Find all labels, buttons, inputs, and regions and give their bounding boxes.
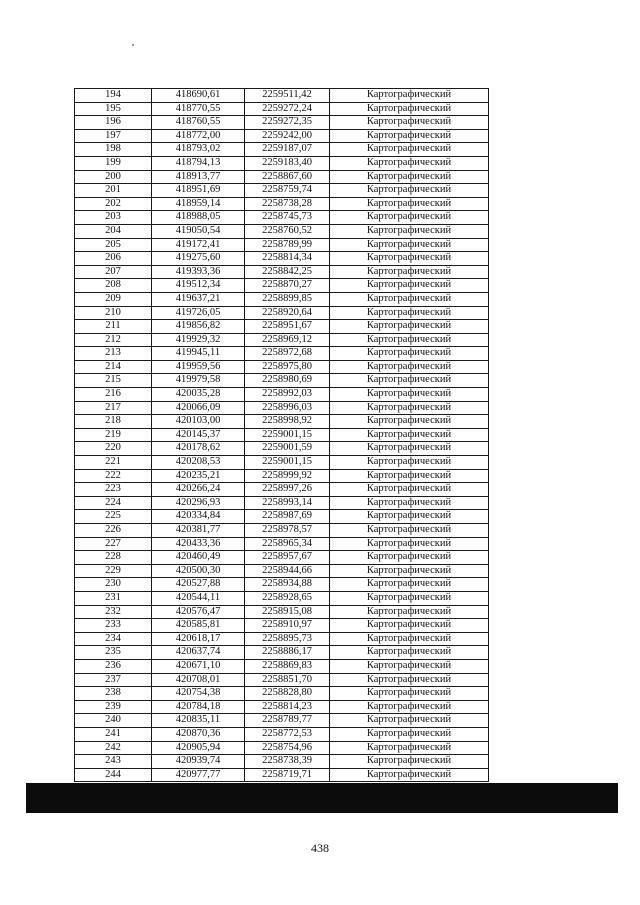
table-row — [75, 755, 489, 769]
x-coordinate-cell: 418794,13 — [152, 156, 245, 170]
x-coordinate-cell: 419512,34 — [152, 279, 245, 293]
table-row — [75, 428, 489, 442]
x-coordinate-cell: 420754,38 — [152, 687, 245, 701]
table-row — [75, 184, 489, 198]
point-number-cell: 220 — [75, 442, 152, 456]
y-coordinate-cell: 2258992,03 — [245, 388, 330, 402]
point-number-cell: 238 — [75, 687, 152, 701]
table-row — [75, 279, 489, 293]
scan-dark-band — [26, 783, 618, 813]
x-coordinate-cell: 420527,88 — [152, 578, 245, 592]
y-coordinate-cell: 2258760,52 — [245, 224, 330, 238]
x-coordinate-cell: 420939,74 — [152, 755, 245, 769]
method-cell: Картографический — [330, 768, 489, 782]
point-number-cell: 198 — [75, 143, 152, 157]
x-coordinate-cell: 418690,61 — [152, 89, 245, 103]
y-coordinate-cell: 2258867,60 — [245, 170, 330, 184]
x-coordinate-cell: 420296,93 — [152, 496, 245, 510]
point-number-cell: 221 — [75, 456, 152, 470]
method-cell: Картографический — [330, 496, 489, 510]
method-cell: Картографический — [330, 184, 489, 198]
table-row — [75, 700, 489, 714]
x-coordinate-cell: 419959,56 — [152, 360, 245, 374]
method-cell: Картографический — [330, 537, 489, 551]
table-row — [75, 510, 489, 524]
point-number-cell: 240 — [75, 714, 152, 728]
method-cell: Картографический — [330, 564, 489, 578]
point-number-cell: 236 — [75, 659, 152, 673]
y-coordinate-cell: 2258719,71 — [245, 768, 330, 782]
x-coordinate-cell: 420178,62 — [152, 442, 245, 456]
table-row — [75, 143, 489, 157]
method-cell: Картографический — [330, 156, 489, 170]
y-coordinate-cell: 2258915,08 — [245, 605, 330, 619]
x-coordinate-cell: 420066,09 — [152, 401, 245, 415]
x-coordinate-cell: 418959,14 — [152, 197, 245, 211]
x-coordinate-cell: 419275,60 — [152, 252, 245, 266]
point-number-cell: 223 — [75, 483, 152, 497]
x-coordinate-cell: 419637,21 — [152, 292, 245, 306]
method-cell: Картографический — [330, 252, 489, 266]
point-number-cell: 217 — [75, 401, 152, 415]
table-row — [75, 116, 489, 130]
y-coordinate-cell: 2258870,27 — [245, 279, 330, 293]
y-coordinate-cell: 2258842,25 — [245, 265, 330, 279]
point-number-cell: 227 — [75, 537, 152, 551]
point-number-cell: 219 — [75, 428, 152, 442]
x-coordinate-cell: 418913,77 — [152, 170, 245, 184]
y-coordinate-cell: 2258895,73 — [245, 632, 330, 646]
point-number-cell: 231 — [75, 591, 152, 605]
table-row — [75, 496, 489, 510]
table-row — [75, 102, 489, 116]
coordinates-table-body — [75, 89, 489, 782]
x-coordinate-cell: 420381,77 — [152, 524, 245, 538]
point-number-cell: 210 — [75, 306, 152, 320]
table-row — [75, 741, 489, 755]
table-row — [75, 578, 489, 592]
method-cell: Картографический — [330, 619, 489, 633]
table-row — [75, 360, 489, 374]
x-coordinate-cell: 418760,55 — [152, 116, 245, 130]
y-coordinate-cell: 2258759,74 — [245, 184, 330, 198]
x-coordinate-cell: 420035,28 — [152, 388, 245, 402]
method-cell: Картографический — [330, 102, 489, 116]
table-row — [75, 401, 489, 415]
method-cell: Картографический — [330, 265, 489, 279]
point-number-cell: 233 — [75, 619, 152, 633]
point-number-cell: 199 — [75, 156, 152, 170]
x-coordinate-cell: 419945,11 — [152, 347, 245, 361]
method-cell: Картографический — [330, 89, 489, 103]
x-coordinate-cell: 419172,41 — [152, 238, 245, 252]
x-coordinate-cell: 419979,58 — [152, 374, 245, 388]
scan-speck — [132, 44, 134, 46]
y-coordinate-cell: 2258745,73 — [245, 211, 330, 225]
point-number-cell: 225 — [75, 510, 152, 524]
x-coordinate-cell: 420103,00 — [152, 415, 245, 429]
method-cell: Картографический — [330, 659, 489, 673]
table-row — [75, 388, 489, 402]
point-number-cell: 196 — [75, 116, 152, 130]
x-coordinate-cell: 419393,36 — [152, 265, 245, 279]
method-cell: Картографический — [330, 687, 489, 701]
y-coordinate-cell: 2259272,35 — [245, 116, 330, 130]
point-number-cell: 202 — [75, 197, 152, 211]
point-number-cell: 197 — [75, 129, 152, 143]
y-coordinate-cell: 2258814,23 — [245, 700, 330, 714]
table-row — [75, 564, 489, 578]
point-number-cell: 204 — [75, 224, 152, 238]
x-coordinate-cell: 418770,55 — [152, 102, 245, 116]
page-number: 438 — [311, 841, 329, 855]
method-cell: Картографический — [330, 755, 489, 769]
y-coordinate-cell: 2259001,15 — [245, 428, 330, 442]
method-cell: Картографический — [330, 673, 489, 687]
method-cell: Картографический — [330, 306, 489, 320]
x-coordinate-cell: 420870,36 — [152, 727, 245, 741]
x-coordinate-cell: 418772,00 — [152, 129, 245, 143]
table-row — [75, 537, 489, 551]
y-coordinate-cell: 2258886,17 — [245, 646, 330, 660]
x-coordinate-cell: 420208,53 — [152, 456, 245, 470]
y-coordinate-cell: 2258789,99 — [245, 238, 330, 252]
point-number-cell: 234 — [75, 632, 152, 646]
point-number-cell: 215 — [75, 374, 152, 388]
y-coordinate-cell: 2258910,97 — [245, 619, 330, 633]
method-cell: Картографический — [330, 646, 489, 660]
method-cell: Картографический — [330, 388, 489, 402]
table-row — [75, 632, 489, 646]
y-coordinate-cell: 2258975,80 — [245, 360, 330, 374]
method-cell: Картографический — [330, 116, 489, 130]
y-coordinate-cell: 2259001,15 — [245, 456, 330, 470]
point-number-cell: 201 — [75, 184, 152, 198]
method-cell: Картографический — [330, 700, 489, 714]
y-coordinate-cell: 2258738,39 — [245, 755, 330, 769]
x-coordinate-cell: 420235,21 — [152, 469, 245, 483]
method-cell: Картографический — [330, 727, 489, 741]
method-cell: Картографический — [330, 360, 489, 374]
x-coordinate-cell: 420637,74 — [152, 646, 245, 660]
point-number-cell: 203 — [75, 211, 152, 225]
table-row — [75, 89, 489, 103]
x-coordinate-cell: 420585,81 — [152, 619, 245, 633]
x-coordinate-cell: 420544,11 — [152, 591, 245, 605]
point-number-cell: 214 — [75, 360, 152, 374]
method-cell: Картографический — [330, 170, 489, 184]
y-coordinate-cell: 2258754,96 — [245, 741, 330, 755]
table-row — [75, 415, 489, 429]
table-row — [75, 768, 489, 782]
y-coordinate-cell: 2259242,00 — [245, 129, 330, 143]
y-coordinate-cell: 2258944,66 — [245, 564, 330, 578]
point-number-cell: 228 — [75, 551, 152, 565]
table-row — [75, 727, 489, 741]
point-number-cell: 222 — [75, 469, 152, 483]
table-row — [75, 483, 489, 497]
point-number-cell: 207 — [75, 265, 152, 279]
y-coordinate-cell: 2259001,59 — [245, 442, 330, 456]
y-coordinate-cell: 2258980,69 — [245, 374, 330, 388]
table-row — [75, 605, 489, 619]
method-cell: Картографический — [330, 524, 489, 538]
y-coordinate-cell: 2258814,34 — [245, 252, 330, 266]
point-number-cell: 224 — [75, 496, 152, 510]
x-coordinate-cell: 418951,69 — [152, 184, 245, 198]
x-coordinate-cell: 420835,11 — [152, 714, 245, 728]
x-coordinate-cell: 419929,32 — [152, 333, 245, 347]
y-coordinate-cell: 2258997,26 — [245, 483, 330, 497]
y-coordinate-cell: 2259272,24 — [245, 102, 330, 116]
point-number-cell: 200 — [75, 170, 152, 184]
method-cell: Картографический — [330, 456, 489, 470]
point-number-cell: 195 — [75, 102, 152, 116]
point-number-cell: 216 — [75, 388, 152, 402]
point-number-cell: 194 — [75, 89, 152, 103]
method-cell: Картографический — [330, 469, 489, 483]
x-coordinate-cell: 420460,49 — [152, 551, 245, 565]
table-row — [75, 551, 489, 565]
y-coordinate-cell: 2258851,70 — [245, 673, 330, 687]
x-coordinate-cell: 420905,94 — [152, 741, 245, 755]
method-cell: Картографический — [330, 442, 489, 456]
table-row — [75, 238, 489, 252]
point-number-cell: 211 — [75, 320, 152, 334]
table-row — [75, 442, 489, 456]
point-number-cell: 230 — [75, 578, 152, 592]
point-number-cell: 237 — [75, 673, 152, 687]
x-coordinate-cell: 420334,84 — [152, 510, 245, 524]
table-row — [75, 659, 489, 673]
method-cell: Картографический — [330, 605, 489, 619]
y-coordinate-cell: 2258999,92 — [245, 469, 330, 483]
point-number-cell: 242 — [75, 741, 152, 755]
method-cell: Картографический — [330, 197, 489, 211]
y-coordinate-cell: 2258772,53 — [245, 727, 330, 741]
method-cell: Картографический — [330, 333, 489, 347]
method-cell: Картографический — [330, 401, 489, 415]
table-row — [75, 469, 489, 483]
y-coordinate-cell: 2258934,88 — [245, 578, 330, 592]
x-coordinate-cell: 420784,18 — [152, 700, 245, 714]
x-coordinate-cell: 420500,30 — [152, 564, 245, 578]
method-cell: Картографический — [330, 483, 489, 497]
table-row — [75, 292, 489, 306]
method-cell: Картографический — [330, 551, 489, 565]
point-number-cell: 206 — [75, 252, 152, 266]
table-row — [75, 619, 489, 633]
table-row — [75, 714, 489, 728]
x-coordinate-cell: 420618,17 — [152, 632, 245, 646]
method-cell: Картографический — [330, 415, 489, 429]
method-cell: Картографический — [330, 211, 489, 225]
method-cell: Картографический — [330, 428, 489, 442]
y-coordinate-cell: 2258965,34 — [245, 537, 330, 551]
y-coordinate-cell: 2258951,67 — [245, 320, 330, 334]
y-coordinate-cell: 2258869,83 — [245, 659, 330, 673]
point-number-cell: 212 — [75, 333, 152, 347]
x-coordinate-cell: 419726,05 — [152, 306, 245, 320]
point-number-cell: 235 — [75, 646, 152, 660]
method-cell: Картографический — [330, 374, 489, 388]
y-coordinate-cell: 2259511,42 — [245, 89, 330, 103]
y-coordinate-cell: 2258978,57 — [245, 524, 330, 538]
x-coordinate-cell: 420433,36 — [152, 537, 245, 551]
y-coordinate-cell: 2258899,85 — [245, 292, 330, 306]
method-cell: Картографический — [330, 591, 489, 605]
table-row — [75, 156, 489, 170]
table-row — [75, 347, 489, 361]
point-number-cell: 232 — [75, 605, 152, 619]
y-coordinate-cell: 2258928,65 — [245, 591, 330, 605]
x-coordinate-cell: 420708,01 — [152, 673, 245, 687]
table-row — [75, 687, 489, 701]
point-number-cell: 218 — [75, 415, 152, 429]
method-cell: Картографический — [330, 129, 489, 143]
table-row — [75, 170, 489, 184]
method-cell: Картографический — [330, 741, 489, 755]
point-number-cell: 226 — [75, 524, 152, 538]
x-coordinate-cell: 420266,24 — [152, 483, 245, 497]
method-cell: Картографический — [330, 510, 489, 524]
coordinates-table — [74, 88, 489, 782]
point-number-cell: 208 — [75, 279, 152, 293]
table-row — [75, 320, 489, 334]
y-coordinate-cell: 2259187,07 — [245, 143, 330, 157]
table-row — [75, 224, 489, 238]
y-coordinate-cell: 2258828,80 — [245, 687, 330, 701]
table-row — [75, 129, 489, 143]
x-coordinate-cell: 420977,77 — [152, 768, 245, 782]
table-row — [75, 211, 489, 225]
point-number-cell: 243 — [75, 755, 152, 769]
method-cell: Картографический — [330, 632, 489, 646]
y-coordinate-cell: 2258972,68 — [245, 347, 330, 361]
point-number-cell: 244 — [75, 768, 152, 782]
point-number-cell: 229 — [75, 564, 152, 578]
method-cell: Картографический — [330, 143, 489, 157]
table-row — [75, 252, 489, 266]
x-coordinate-cell: 419856,82 — [152, 320, 245, 334]
table-row — [75, 197, 489, 211]
y-coordinate-cell: 2258996,03 — [245, 401, 330, 415]
method-cell: Картографический — [330, 714, 489, 728]
y-coordinate-cell: 2258969,12 — [245, 333, 330, 347]
point-number-cell: 239 — [75, 700, 152, 714]
table-row — [75, 524, 489, 538]
point-number-cell: 241 — [75, 727, 152, 741]
table-row — [75, 673, 489, 687]
table-row — [75, 646, 489, 660]
table-row — [75, 306, 489, 320]
method-cell: Картографический — [330, 347, 489, 361]
table-row — [75, 591, 489, 605]
table-row — [75, 374, 489, 388]
y-coordinate-cell: 2258993,14 — [245, 496, 330, 510]
y-coordinate-cell: 2258738,28 — [245, 197, 330, 211]
x-coordinate-cell: 420576,47 — [152, 605, 245, 619]
method-cell: Картографический — [330, 279, 489, 293]
point-number-cell: 213 — [75, 347, 152, 361]
y-coordinate-cell: 2258789,77 — [245, 714, 330, 728]
x-coordinate-cell: 418988,05 — [152, 211, 245, 225]
x-coordinate-cell: 420671,10 — [152, 659, 245, 673]
table-row — [75, 456, 489, 470]
x-coordinate-cell: 419050,54 — [152, 224, 245, 238]
method-cell: Картографический — [330, 578, 489, 592]
method-cell: Картографический — [330, 238, 489, 252]
y-coordinate-cell: 2258957,67 — [245, 551, 330, 565]
method-cell: Картографический — [330, 224, 489, 238]
x-coordinate-cell: 420145,37 — [152, 428, 245, 442]
point-number-cell: 205 — [75, 238, 152, 252]
x-coordinate-cell: 418793,02 — [152, 143, 245, 157]
table-row — [75, 333, 489, 347]
point-number-cell: 209 — [75, 292, 152, 306]
y-coordinate-cell: 2258998,92 — [245, 415, 330, 429]
method-cell: Картографический — [330, 320, 489, 334]
y-coordinate-cell: 2258987,69 — [245, 510, 330, 524]
table-row — [75, 265, 489, 279]
method-cell: Картографический — [330, 292, 489, 306]
y-coordinate-cell: 2259183,40 — [245, 156, 330, 170]
y-coordinate-cell: 2258920,64 — [245, 306, 330, 320]
